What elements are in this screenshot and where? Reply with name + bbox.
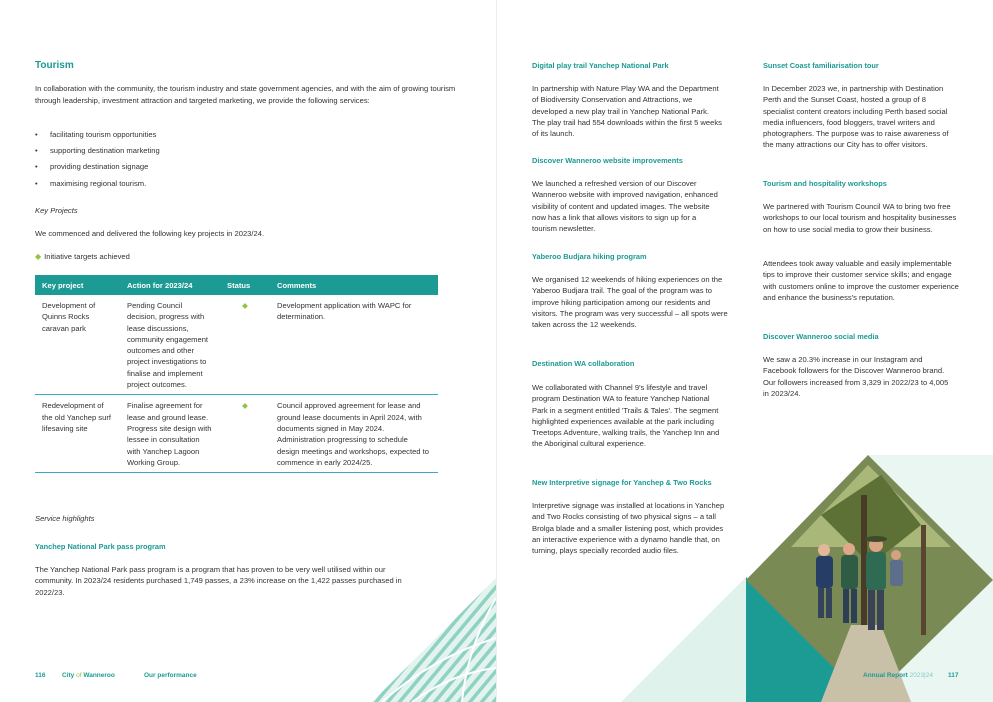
social-media-body: We saw a 20.3% increase in our Instagram and Facebook followers for the Discover Wanneroo brand. Our followers increased from 3,329 in 2022/23 to 4,005 in 2023/24.	[763, 355, 949, 398]
right-page	[496, 0, 993, 702]
striped-pattern-decoration	[372, 578, 496, 702]
workshops-body: We partnered with Tourism Council WA to bring two free workshops to our local tourism and hospitality businesses on how to use social media to grow their business.	[763, 202, 957, 234]
status-diamond-icon: ◆	[220, 295, 270, 395]
comments-cell: Development application with WAPC for determination.	[270, 295, 438, 395]
legend-label: Initiative targets achieved	[44, 252, 130, 261]
status-legend	[35, 252, 130, 261]
action-cell: Finalise agreement for lease and ground lease. Progress site design with lessee in consultation with Yanchep Lagoon Working Group.	[120, 395, 220, 473]
tourism-heading: Tourism	[35, 60, 74, 71]
table-row	[35, 295, 438, 395]
footer-report: Annual Report 2023|24	[863, 672, 933, 679]
footer-section: Our performance	[144, 672, 197, 679]
diamond-icon: ◆	[35, 252, 42, 261]
column-header: Status	[220, 275, 270, 295]
project-cell: Development of Quinns Rocks caravan park	[35, 295, 120, 395]
key-projects-intro: We commenced and delivered the following key projects in 2023/24.	[35, 229, 265, 238]
services-list	[35, 129, 160, 194]
hiking-body: We organised 12 weekends of hiking experiences on the Yaberoo Budjara trail. The goal of the program was to improve hiking participation among our residents and visitors. The program was very successful – all spots were taken across the 12 weekends.	[532, 275, 728, 330]
list-item: • maximising regional tourism.	[35, 178, 160, 194]
hiking-heading: Yaberoo Budjara hiking program	[532, 252, 647, 261]
service-highlights-label: Service highlights	[35, 514, 95, 523]
destination-wa-heading: Destination WA collaboration	[532, 359, 635, 368]
pass-program-body: The Yanchep National Park pass program is a program that has proven to be very well utilised within our community. In 2023/24 residents purchased 1,749 passes, a 23% increase on the 1,422 passes purchased in 2022/23.	[35, 565, 402, 597]
tourism-intro: In collaboration with the community, the tourism industry and state government agencies, and with the aim of growing tourism through leadership, investment attraction and targeted marketing, we provide the following services:	[35, 84, 456, 105]
sunset-coast-heading: Sunset Coast familiarisation tour	[763, 61, 879, 70]
social-media-heading: Discover Wanneroo social media	[763, 332, 879, 341]
hiking-photo-decoration	[621, 455, 993, 702]
sunset-coast-body: In December 2023 we, in partnership with Destination Perth and the Sunset Coast, hosted a group of 8 specialist content creators including Perth based social media influencers, food bloggers, travel writers and photographers. The purpose was to raise awareness of the many attractions our City has to offer visitors.	[763, 84, 949, 150]
workshops-heading: Tourism and hospitality workshops	[763, 179, 887, 188]
table-row	[35, 395, 438, 473]
list-item: • providing destination signage	[35, 161, 160, 177]
left-page	[0, 0, 496, 702]
comments-cell: Council approved agreement for lease and ground lease documents in April 2024, with documents signed in May 2024. Administration progressing to schedule design meetings and workshops, expected to commence in early 2024/25.	[270, 395, 438, 473]
list-item: • facilitating tourism opportunities	[35, 129, 160, 145]
column-header: Comments	[270, 275, 438, 295]
status-diamond-icon: ◆	[220, 395, 270, 473]
play-trail-heading: Digital play trail Yanchep National Park	[532, 61, 669, 70]
signage-heading: New Interpretive signage for Yanchep & Two Rocks	[532, 478, 712, 487]
project-cell: Redevelopment of the old Yanchep surf lifesaving site	[35, 395, 120, 473]
footer-org: City of Wanneroo	[62, 672, 115, 679]
key-projects-table	[35, 275, 438, 473]
website-heading: Discover Wanneroo website improvements	[532, 156, 683, 165]
footer-page-number: 116	[35, 672, 46, 679]
destination-wa-body: We collaborated with Channel 9's lifestyle and travel program Destination WA to feature Yanchep National Park in a segment entitled 'Trails & Tales'. The segment highlighted experiences available at the park including Treetops Adventure, walking trails, the Yanchep Inn and the Aboriginal cultural experience.	[532, 383, 720, 449]
workshops-body-2: Attendees took away valuable and easily implementable tips to improve their customer service skills; and engage with customers online to improve the customer experience and enhance the business's reputation.	[763, 259, 959, 302]
key-projects-label: Key Projects	[35, 206, 78, 215]
signage-body: Interpretive signage was installed at locations in Yanchep and Two Rocks consisting of two physical signs – a tall Brolga blade and a smaller listening post, which provides an interactive experience with a dynamo handle that, on turning, plays specially recorded audio files.	[532, 501, 725, 556]
column-header: Action for 2023/24	[120, 275, 220, 295]
pass-program-heading: Yanchep National Park pass program	[35, 542, 166, 551]
list-item: • supporting destination marketing	[35, 145, 160, 161]
footer-page-number: 117	[948, 672, 959, 679]
column-header: Key project	[35, 275, 120, 295]
table-header-row	[35, 275, 438, 295]
play-trail-body: In partnership with Nature Play WA and the Department of Biodiversity Conservation and Attractions, we developed a new play trail in Yanchep National Park. The play trail had 554 downloads within the first 5 weeks of its launch.	[532, 84, 722, 139]
website-body: We launched a refreshed version of our Discover Wanneroo website with improved navigation, enhanced visibility of content and updated images. The website now has a link that allows visitors to sign up for a tourism newsletter.	[532, 179, 718, 234]
action-cell: Pending Council decision, progress with lease discussions, community engagement outcomes and other project investigations to finalise and implement project outcomes.	[120, 295, 220, 395]
